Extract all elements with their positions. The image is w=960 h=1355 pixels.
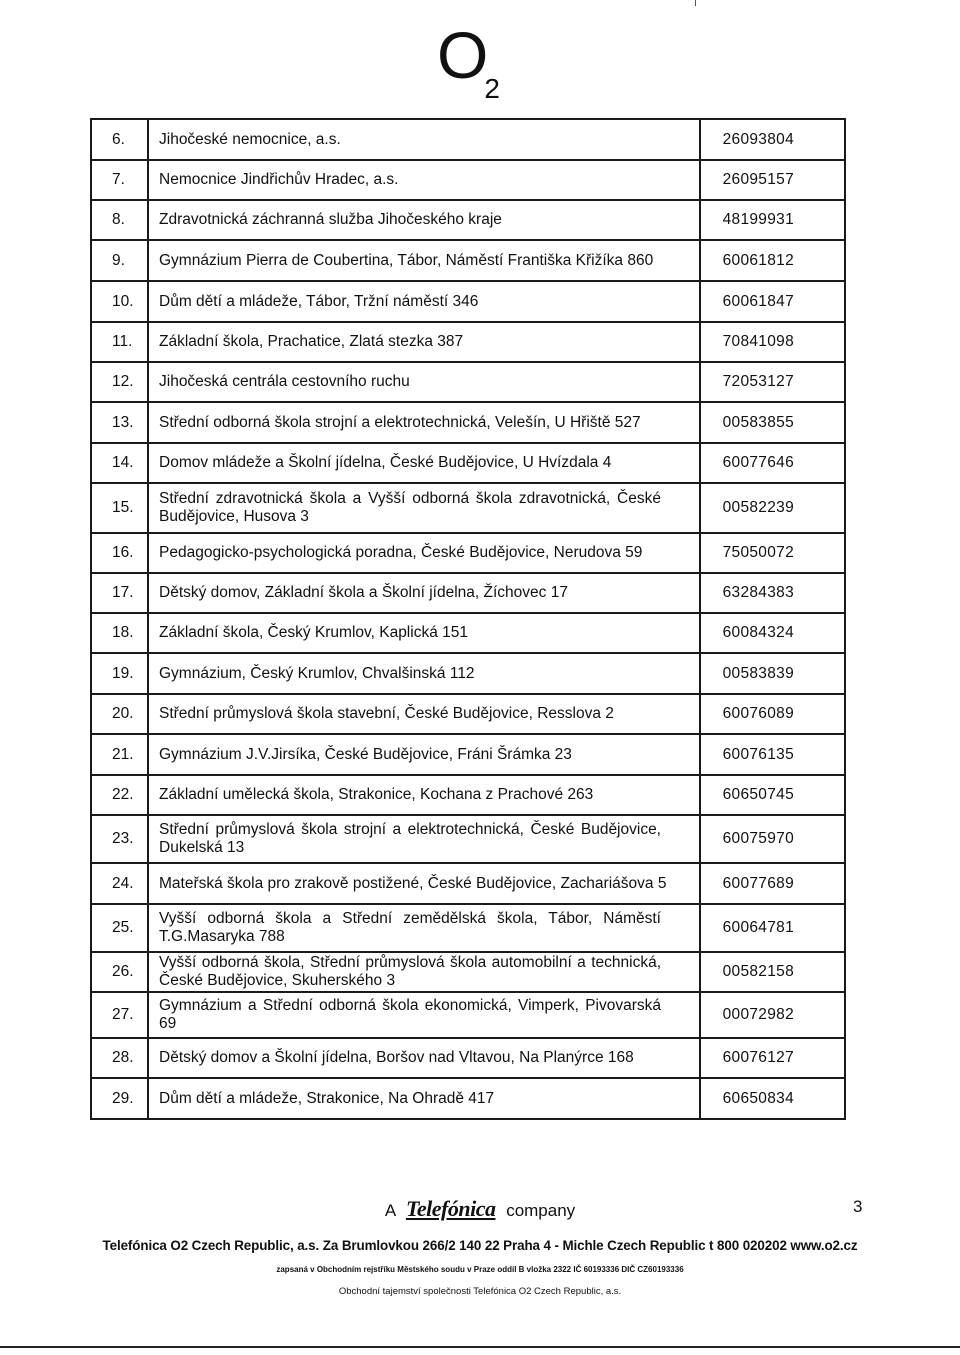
organization-name: Nemocnice Jindřichův Hradec, a.s. bbox=[148, 160, 700, 200]
row-number: 13. bbox=[91, 402, 148, 443]
table-row bbox=[91, 775, 845, 815]
telefonica-logo: Telefónica bbox=[405, 1196, 496, 1221]
organization-id: 00583855 bbox=[700, 402, 845, 443]
table-row bbox=[91, 322, 845, 362]
page-number: 3 bbox=[853, 1197, 863, 1216]
organization-table-body bbox=[91, 119, 845, 1119]
row-number: 10. bbox=[91, 281, 148, 322]
organization-id: 63284383 bbox=[700, 573, 845, 613]
organization-id: 60076127 bbox=[700, 1038, 845, 1078]
table-row bbox=[91, 573, 845, 613]
table-row bbox=[91, 483, 845, 533]
row-number: 27. bbox=[91, 992, 148, 1038]
organization-id: 72053127 bbox=[700, 362, 845, 402]
organization-id: 60077646 bbox=[700, 443, 845, 483]
table-row bbox=[91, 904, 845, 952]
company-suffix: company bbox=[506, 1201, 576, 1220]
organization-id: 00583839 bbox=[700, 653, 845, 694]
table-row bbox=[91, 734, 845, 775]
row-number: 15. bbox=[91, 483, 148, 533]
logo-subscript: 2 bbox=[484, 73, 500, 104]
row-number: 11. bbox=[91, 322, 148, 362]
organization-name: Domov mládeže a Školní jídelna, České Budějovice, U Hvízdala 4 bbox=[148, 443, 700, 483]
row-number: 18. bbox=[91, 613, 148, 653]
table-row bbox=[91, 815, 845, 863]
organization-name: Střední odborná škola strojní a elektrotechnická, Velešín, U Hřiště 527 bbox=[148, 402, 700, 443]
organization-id: 26093804 bbox=[700, 119, 845, 160]
organization-name: Střední zdravotnická škola a Vyšší odborná škola zdravotnická, České Budějovice, Husova 3 bbox=[148, 483, 700, 533]
row-number: 24. bbox=[91, 863, 148, 904]
organization-id: 26095157 bbox=[700, 160, 845, 200]
organization-name: Dům dětí a mládeže, Strakonice, Na Ohradě 417 bbox=[148, 1078, 700, 1119]
organization-name: Střední průmyslová škola stavební, České Budějovice, Resslova 2 bbox=[148, 694, 700, 734]
row-number: 8. bbox=[91, 200, 148, 240]
organization-id: 60075970 bbox=[700, 815, 845, 863]
table-row bbox=[91, 863, 845, 904]
organization-name: Základní škola, Český Krumlov, Kaplická 151 bbox=[148, 613, 700, 653]
table-row bbox=[91, 1078, 845, 1119]
organization-id: 70841098 bbox=[700, 322, 845, 362]
table-row bbox=[91, 281, 845, 322]
organization-id: 60076135 bbox=[700, 734, 845, 775]
row-number: 14. bbox=[91, 443, 148, 483]
table-row bbox=[91, 160, 845, 200]
table-row bbox=[91, 533, 845, 573]
organization-name: Základní škola, Prachatice, Zlatá stezka 387 bbox=[148, 322, 700, 362]
row-number: 9. bbox=[91, 240, 148, 281]
row-number: 16. bbox=[91, 533, 148, 573]
footer-registry: zapsaná v Obchodním rejstříku Městského soudu v Praze oddíl B vložka 2322 IČ 60193336 DIČ CZ60193336 bbox=[276, 1265, 684, 1274]
row-number: 28. bbox=[91, 1038, 148, 1078]
organization-name: Jihočeské nemocnice, a.s. bbox=[148, 119, 700, 160]
organization-name: Zdravotnická záchranná služba Jihočeského kraje bbox=[148, 200, 700, 240]
row-number: 22. bbox=[91, 775, 148, 815]
organization-id: 60076089 bbox=[700, 694, 845, 734]
organization-id: 60061847 bbox=[700, 281, 845, 322]
scan-edge-line bbox=[0, 1346, 960, 1348]
company-tagline bbox=[0, 1196, 960, 1222]
o2-logo bbox=[437, 18, 504, 104]
organization-name: Základní umělecká škola, Strakonice, Kochana z Prachové 263 bbox=[148, 775, 700, 815]
row-number: 21. bbox=[91, 734, 148, 775]
organization-name: Mateřská škola pro zrakově postižené, České Budějovice, Zachariášova 5 bbox=[148, 863, 700, 904]
table-row bbox=[91, 402, 845, 443]
table-row bbox=[91, 362, 845, 402]
table-row bbox=[91, 119, 845, 160]
organization-name: Střední průmyslová škola strojní a elektrotechnická, České Budějovice, Dukelská 13 bbox=[148, 815, 700, 863]
organization-id: 00072982 bbox=[700, 992, 845, 1038]
organization-id: 60084324 bbox=[700, 613, 845, 653]
organization-name: Dětský domov, Základní škola a Školní jídelna, Žíchovec 17 bbox=[148, 573, 700, 613]
organization-id: 60650745 bbox=[700, 775, 845, 815]
table-row bbox=[91, 443, 845, 483]
row-number: 29. bbox=[91, 1078, 148, 1119]
organization-id: 00582158 bbox=[700, 952, 845, 992]
table-row bbox=[91, 694, 845, 734]
company-prefix: A bbox=[384, 1201, 396, 1220]
organization-name: Dům dětí a mládeže, Tábor, Tržní náměstí 346 bbox=[148, 281, 700, 322]
row-number: 12. bbox=[91, 362, 148, 402]
organization-id: 60061812 bbox=[700, 240, 845, 281]
table-row bbox=[91, 200, 845, 240]
organization-name: Jihočeská centrála cestovního ruchu bbox=[148, 362, 700, 402]
organization-name: Gymnázium, Český Krumlov, Chvalšinská 112 bbox=[148, 653, 700, 694]
organization-id: 60650834 bbox=[700, 1078, 845, 1119]
organization-id: 75050072 bbox=[700, 533, 845, 573]
row-number: 23. bbox=[91, 815, 148, 863]
logo-letter: O bbox=[437, 18, 489, 92]
row-number: 6. bbox=[91, 119, 148, 160]
row-number: 25. bbox=[91, 904, 148, 952]
organization-id: 00582239 bbox=[700, 483, 845, 533]
table-row bbox=[91, 952, 845, 992]
footer-confidential: Obchodní tajemství společnosti Telefónica O2 Czech Republic, a.s. bbox=[338, 1286, 622, 1297]
organization-name: Vyšší odborná škola a Střední zemědělská škola, Tábor, Náměstí T.G.Masaryka 788 bbox=[148, 904, 700, 952]
organization-id: 60064781 bbox=[700, 904, 845, 952]
organization-name: Gymnázium a Střední odborná škola ekonomická, Vimperk, Pivovarská 69 bbox=[148, 992, 700, 1038]
row-number: 7. bbox=[91, 160, 148, 200]
organization-name: Vyšší odborná škola, Střední průmyslová škola automobilní a technická, České Budějovice, Skuherského 3 bbox=[148, 952, 700, 992]
organization-id: 60077689 bbox=[700, 863, 845, 904]
row-number: 17. bbox=[91, 573, 148, 613]
organization-id: 48199931 bbox=[700, 200, 845, 240]
organization-name: Pedagogicko-psychologická poradna, České Budějovice, Nerudova 59 bbox=[148, 533, 700, 573]
row-number: 19. bbox=[91, 653, 148, 694]
table-row bbox=[91, 240, 845, 281]
row-number: 26. bbox=[91, 952, 148, 992]
organization-name: Dětský domov a Školní jídelna, Boršov nad Vltavou, Na Planýrce 168 bbox=[148, 1038, 700, 1078]
table-row bbox=[91, 1038, 845, 1078]
table-row bbox=[91, 992, 845, 1038]
organization-name: Gymnázium Pierra de Coubertina, Tábor, Náměstí Františka Křižíka 860 bbox=[148, 240, 700, 281]
footer-address: Telefónica O2 Czech Republic, a.s. Za Brumlovkou 266/2 140 22 Praha 4 - Michle Czech Republic t 800 020202 www.o2.cz bbox=[102, 1238, 858, 1253]
scan-mark bbox=[695, 0, 696, 6]
organization-table bbox=[90, 118, 846, 1120]
row-number: 20. bbox=[91, 694, 148, 734]
table-row bbox=[91, 653, 845, 694]
table-row bbox=[91, 613, 845, 653]
organization-name: Gymnázium J.V.Jirsíka, České Budějovice, Fráni Šrámka 23 bbox=[148, 734, 700, 775]
